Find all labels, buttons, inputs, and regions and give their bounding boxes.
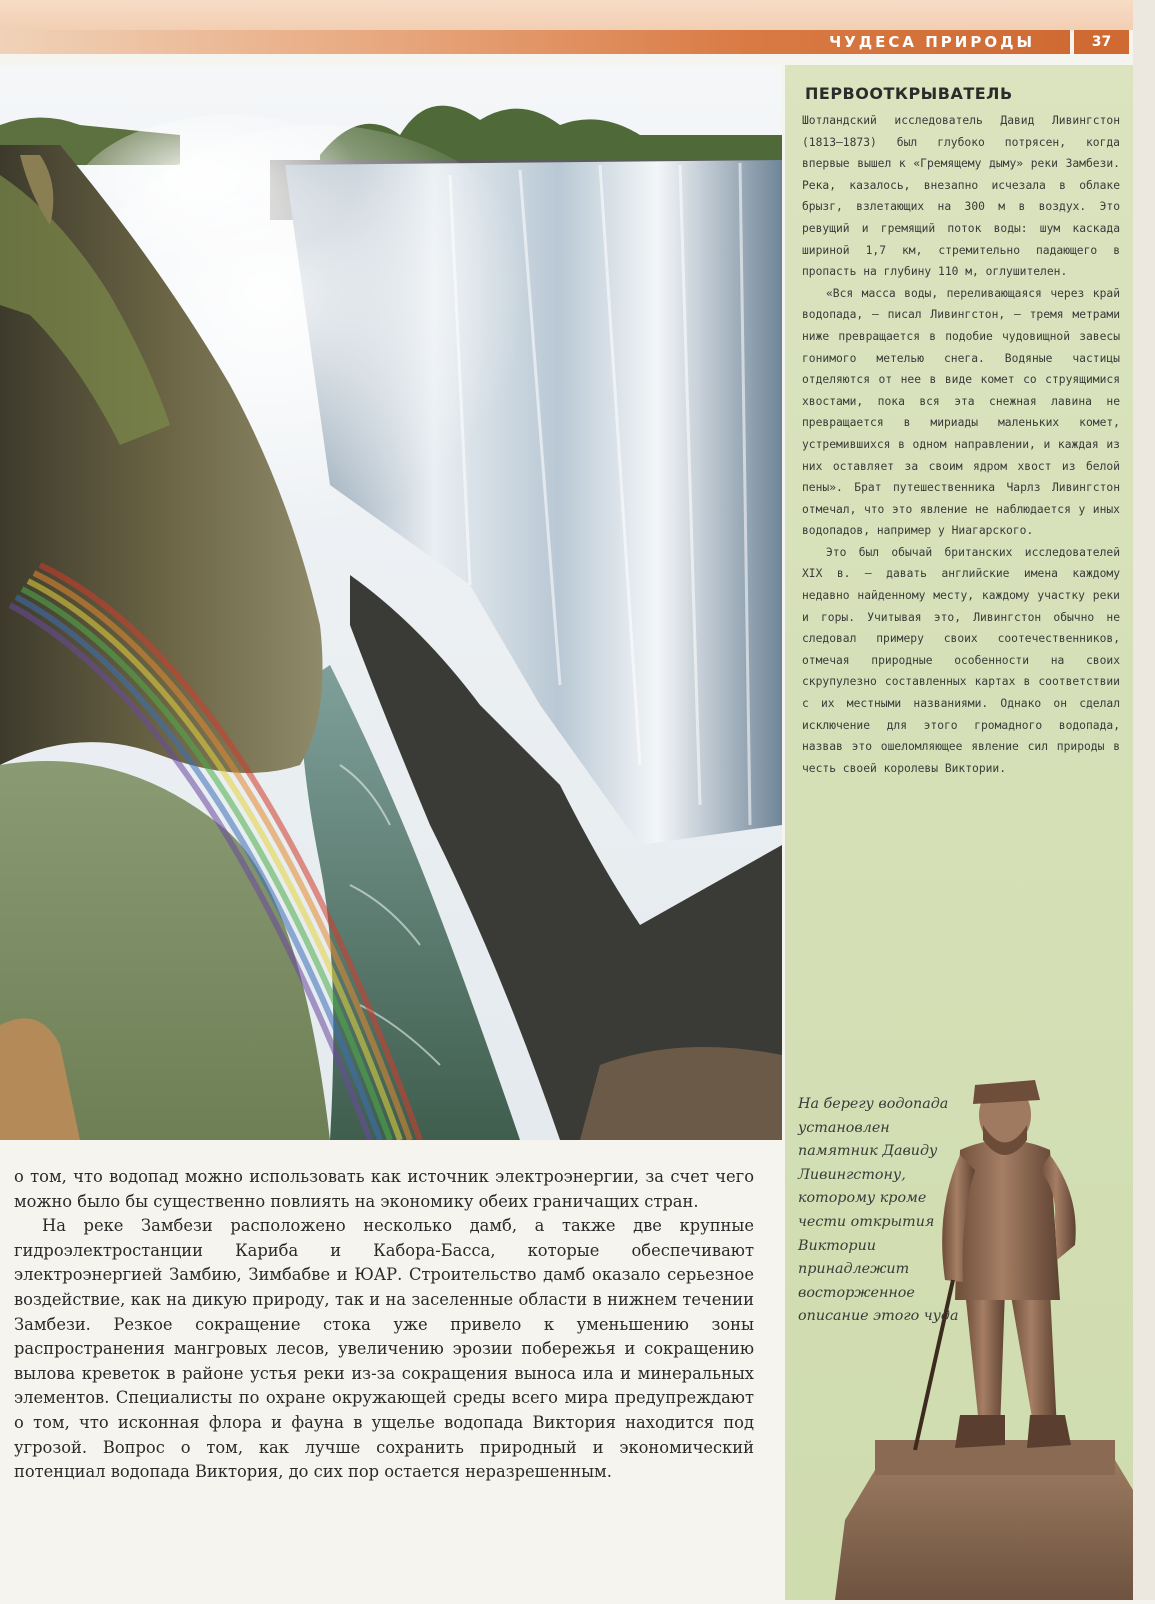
sidebar-heading: ПЕРВООТКРЫВАТЕЛЬ bbox=[805, 84, 1013, 103]
waterfall-photo bbox=[0, 65, 782, 1140]
page-edge bbox=[1133, 0, 1155, 1600]
sidebar-paragraph: Это был обычай британских исследователей XIX в. — давать английские имена каждому недавно найденному месту, каждому участку реки и горы. Учитывая это, Ливингстон обычно не следовал примеру своих соотечественников, отмечая природные особенности на своих скрупулезно составленных картах в соответствии с их местными названиями. Однако он сделал исключение для этого громадного водопада, назвав это ошеломляющее явление сил природы в честь своей королевы Виктории. bbox=[802, 545, 1120, 775]
section-title: ЧУДЕСА ПРИРОДЫ bbox=[829, 33, 1035, 51]
page-number: 37 bbox=[1074, 30, 1129, 54]
sidebar-paragraph: Шотландский исследователь Давид Ливингстон (1813–1873) был глубоко потрясен, когда впервые вышел к «Гремящему дыму» реки Замбези. Река, казалось, внезапно исчезала в облаке брызг, взлетающих на 300 м в воздух. Это ревущий и гремящий поток воды: шум каскада шириной 1,7 км, стремительно падающего в пропасть на глубину 110 м, оглушителен. bbox=[802, 114, 1120, 279]
sidebar-text bbox=[802, 110, 1120, 779]
page-top-band bbox=[0, 0, 1155, 30]
main-text bbox=[14, 1165, 754, 1485]
statue-caption: На берегу водопада установлен памятник Давиду Ливингстону, которому кроме чести открытия Виктории принадлежит восторженное описание этого чуда bbox=[798, 1096, 959, 1325]
main-paragraph: о том, что водопад можно использовать как источник электроэнергии, за счет чего можно было бы существенно повлиять на экономику обеих граничащих стран. bbox=[14, 1167, 754, 1211]
main-paragraph: На реке Замбези расположено несколько дамб, а также две крупные гидроэлектростанции Кариба и Кабора-Басса, которые обеспечивают электроэнергией Замбию, Зимбабве и ЮАР. Строительство дамб оказало серьезное воздействие, как на дикую природу, так и на заселенные области в нижнем течении Замбези. Резкое сокращение стока уже привело к уменьшению зоны распространения мангровых лесов, увеличению эрозии побережья и сокращению вылова креветок в районе устья реки из-за сокращения выноса ила и минеральных элементов. Специалисты по охране окружающей среды всего мира предупреждают о том, что исконная флора и фауна в ущелье водопада Виктория находится под угрозой. Вопрос о том, как лучше сохранить природный и экономический потенциал водопада Виктория, до сих пор остается неразрешенным. bbox=[14, 1216, 754, 1482]
sidebar-paragraph: «Вся масса воды, переливающаяся через край водопада, — писал Ливингстон, — тремя метрами ниже превращается в подобие чудовищной завесы гонимого метелью снега. Водяные частицы отделяются от нее в виде комет со струящимися хвостами, пока вся эта снежная лавина не превращается в мириады маленьких комет, устремившихся в одном направлении, и каждая из них оставляет за своим ядром хвост из белой пены». Брат путешественника Чарлз Ливингстон отмечал, что это явление не наблюдается у иных водопадов, например у Ниагарского. bbox=[802, 286, 1120, 538]
